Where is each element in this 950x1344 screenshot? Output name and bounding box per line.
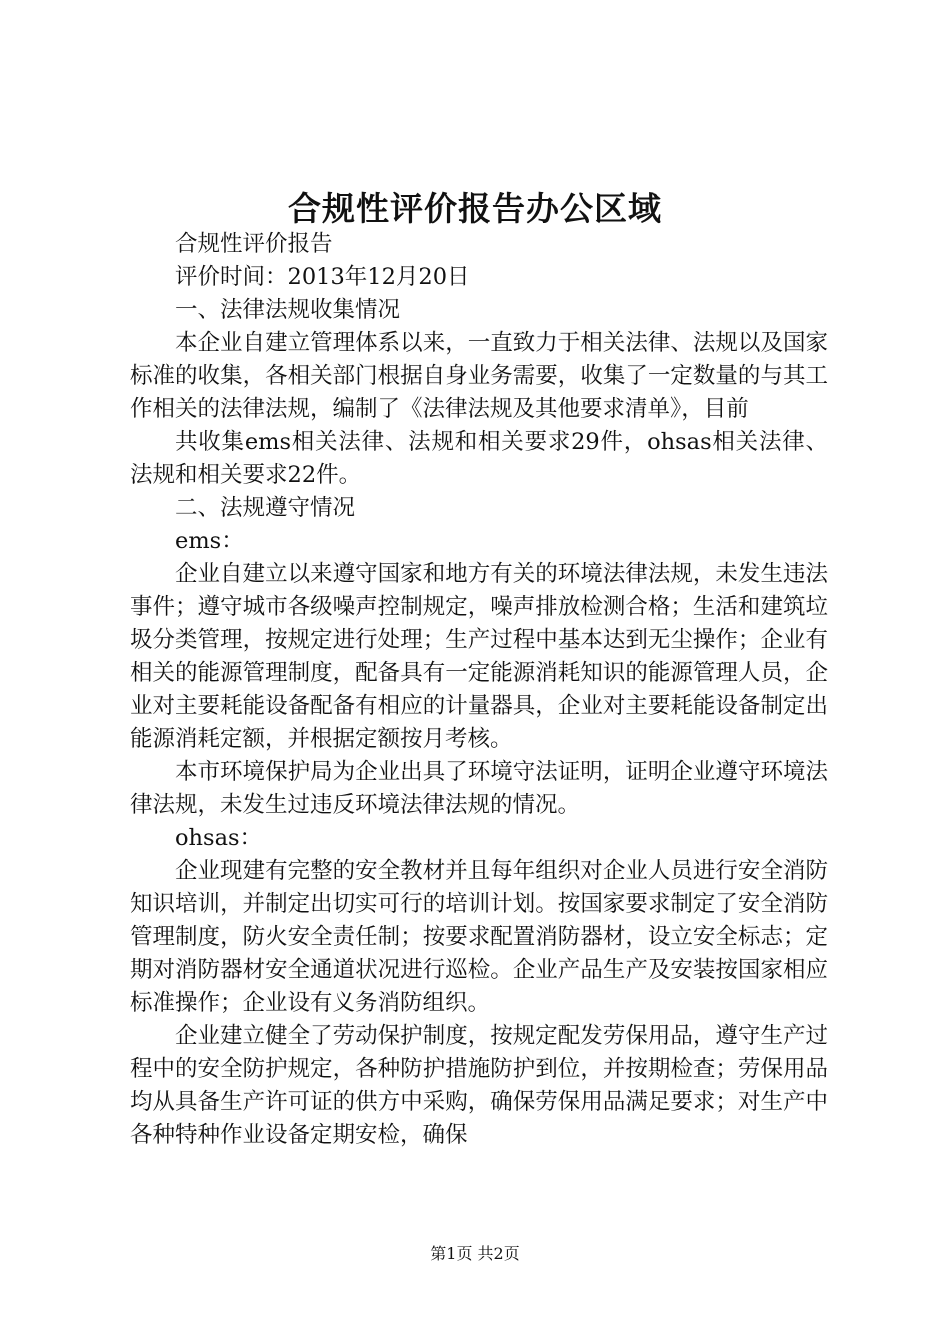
- evaluation-date: 评价时间：2013年12月20日: [175, 264, 470, 290]
- paragraph-ems-certificate: 本市环境保护局为企业出具了环境守法证明，证明企业遵守环境法律法规，未发生过违反环境法律法规的情况。: [130, 759, 828, 818]
- paragraph-ohsas-labor-protection: 企业建立健全了劳动保护制度，按规定配发劳保用品，遵守生产过程中的安全防护规定，各种防护措施防护到位，并按期检查；劳保用品均从具备生产许可证的供方中采购，确保劳保用品满足要求；对生产中各种特种作业设备定期安检，确保: [130, 1023, 828, 1148]
- paragraph-ems-compliance: 企业自建立以来遵守国家和地方有关的环境法律法规，未发生违法事件；遵守城市各级噪声控制规定，噪声排放检测合格；生活和建筑垃圾分类管理，按规定进行处理；生产过程中基本达到无尘操作；企业有相关的能源管理制度，配备具有一定能源消耗知识的能源管理人员，企业对主要耗能设备配备有相应的计量器具，企业对主要耗能设备制定出能源消耗定额，并根据定额按月考核。: [130, 561, 828, 752]
- ems-label: ems：: [175, 528, 244, 554]
- paragraph-collection: 本企业自建立管理体系以来，一直致力于相关法律、法规以及国家标准的收集，各相关部门根据自身业务需要，收集了一定数量的与其工作相关的法律法规，编制了《法律法规及其他要求清单》，目前: [130, 330, 828, 422]
- ohsas-label: ohsas：: [175, 825, 263, 851]
- paragraph-ohsas-fire-safety: 企业现建有完整的安全教材并且每年组织对企业人员进行安全消防知识培训，并制定出切实可行的培训计划。按国家要求制定了安全消防管理制度，防火安全责任制；按要求配置消防器材，设立安全标志；定期对消防器材安全通道状况进行巡检。企业产品生产及安装按国家相应标准操作；企业设有义务消防组织。: [130, 858, 828, 1016]
- page-footer: 第1页 共2页: [430, 1244, 520, 1263]
- document-title: 合规性评价报告办公区域: [288, 189, 662, 228]
- section-heading-1: 一、法律法规收集情况: [175, 297, 401, 323]
- document-body: [130, 228, 828, 1152]
- section-heading-2: 二、法规遵守情况: [175, 495, 356, 521]
- report-heading: 合规性评价报告: [175, 231, 333, 257]
- paragraph-collection-count: 共收集ems相关法律、法规和相关要求29件，ohsas相关法律、法规和相关要求22件。: [130, 429, 828, 488]
